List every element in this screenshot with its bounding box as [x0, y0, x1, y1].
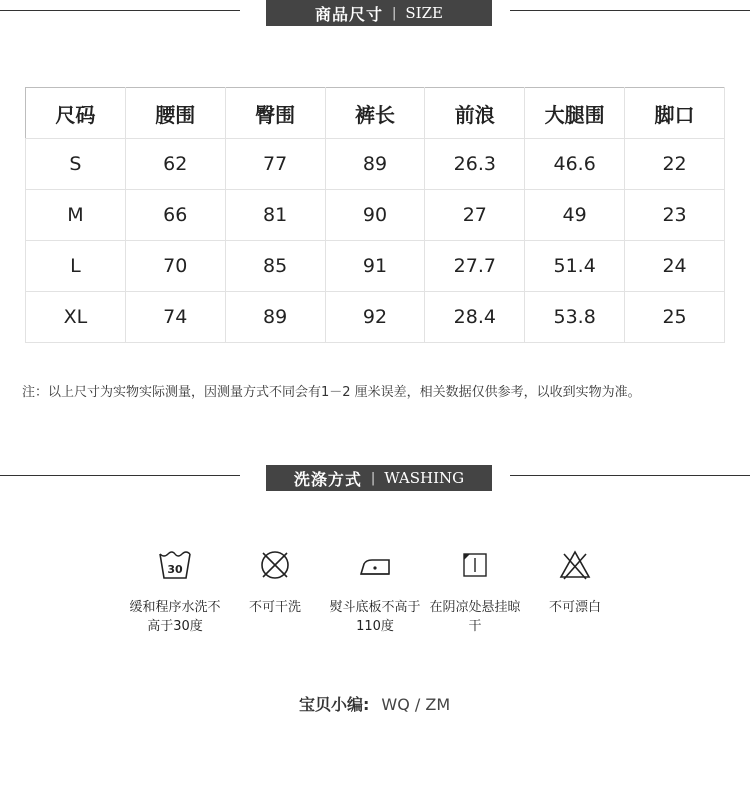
- editor-credit: [299, 692, 450, 715]
- washing-item: [325, 548, 425, 636]
- header-line-right: [510, 10, 750, 11]
- washing-item: [425, 548, 525, 636]
- measurement-note: 注：以上尺寸为实物实际测量，因测量方式不同会有1－2 厘米误差，相关数据仅供参考，以收到实物为准。: [22, 385, 641, 400]
- washing-label: 在阴凉处悬挂晾干: [429, 600, 521, 634]
- table-cell: 27.7: [425, 241, 525, 292]
- table-cell: 28.4: [425, 292, 525, 343]
- size-table: [25, 87, 725, 343]
- table-cell: 74: [125, 292, 225, 343]
- shade-hang-dry-icon: [458, 548, 492, 582]
- size-title-cn: 商品尺寸: [315, 4, 384, 24]
- size-label: M: [26, 190, 126, 241]
- washing-item: [125, 548, 225, 636]
- washing-title-en: WASHING: [384, 469, 465, 487]
- size-label: L: [26, 241, 126, 292]
- washing-label: 不可干洗: [248, 600, 301, 615]
- table-header-row: [26, 88, 725, 139]
- table-cell: 46.6: [525, 139, 625, 190]
- table-row: [26, 292, 725, 343]
- header-line-left: [0, 10, 240, 11]
- title-separator: |: [370, 470, 376, 486]
- table-cell: 89: [325, 139, 425, 190]
- table-cell: 22: [625, 139, 725, 190]
- no-bleach-icon: [558, 548, 592, 582]
- title-separator: |: [392, 5, 397, 21]
- table-header-cell: 前浪: [425, 88, 525, 139]
- washing-label: 熨斗底板不高于110度: [329, 600, 421, 634]
- size-section-tag: [266, 0, 492, 26]
- table-cell: 24: [625, 241, 725, 292]
- table-cell: 27: [425, 190, 525, 241]
- header-line-right: [510, 475, 750, 476]
- editor-value: WQ / ZM: [381, 695, 451, 714]
- size-section-header: [0, 0, 750, 26]
- washing-item: [525, 548, 625, 617]
- wash-temp-text: 30: [167, 563, 183, 576]
- washing-item: [225, 548, 325, 617]
- table-row: [26, 139, 725, 190]
- table-cell: 53.8: [525, 292, 625, 343]
- size-title-en: SIZE: [405, 4, 443, 22]
- table-cell: 90: [325, 190, 425, 241]
- table-row: [26, 190, 725, 241]
- table-header-cell: 大腿围: [525, 88, 625, 139]
- table-header-cell: 腰围: [125, 88, 225, 139]
- iron-icon: [358, 548, 392, 582]
- table-cell: 89: [225, 292, 325, 343]
- table-cell: 26.3: [425, 139, 525, 190]
- table-header-cell: 脚口: [625, 88, 725, 139]
- table-cell: 49: [525, 190, 625, 241]
- table-header-cell: 裤长: [325, 88, 425, 139]
- header-line-left: [0, 475, 240, 476]
- size-label: S: [26, 139, 126, 190]
- washing-icons: [125, 548, 625, 638]
- editor-label: 宝贝小编:: [299, 695, 370, 714]
- wash-30-icon: [158, 548, 192, 582]
- washing-label: 不可漂白: [548, 600, 601, 615]
- table-cell: 77: [225, 139, 325, 190]
- table-cell: 92: [325, 292, 425, 343]
- no-dry-clean-icon: [258, 548, 292, 582]
- table-cell: 81: [225, 190, 325, 241]
- table-cell: 23: [625, 190, 725, 241]
- size-label: XL: [26, 292, 126, 343]
- table-cell: 85: [225, 241, 325, 292]
- washing-label: 缓和程序水洗不高于30度: [129, 600, 221, 634]
- table-cell: 51.4: [525, 241, 625, 292]
- table-header-cell: 尺码: [26, 88, 126, 139]
- washing-section-header: [0, 465, 750, 491]
- table-cell: 66: [125, 190, 225, 241]
- table-cell: 62: [125, 139, 225, 190]
- washing-section-tag: [266, 465, 492, 491]
- table-cell: 91: [325, 241, 425, 292]
- washing-title-cn: 洗涤方式: [293, 469, 362, 489]
- table-cell: 70: [125, 241, 225, 292]
- table-header-cell: 臀围: [225, 88, 325, 139]
- table-cell: 25: [625, 292, 725, 343]
- table-row: [26, 241, 725, 292]
